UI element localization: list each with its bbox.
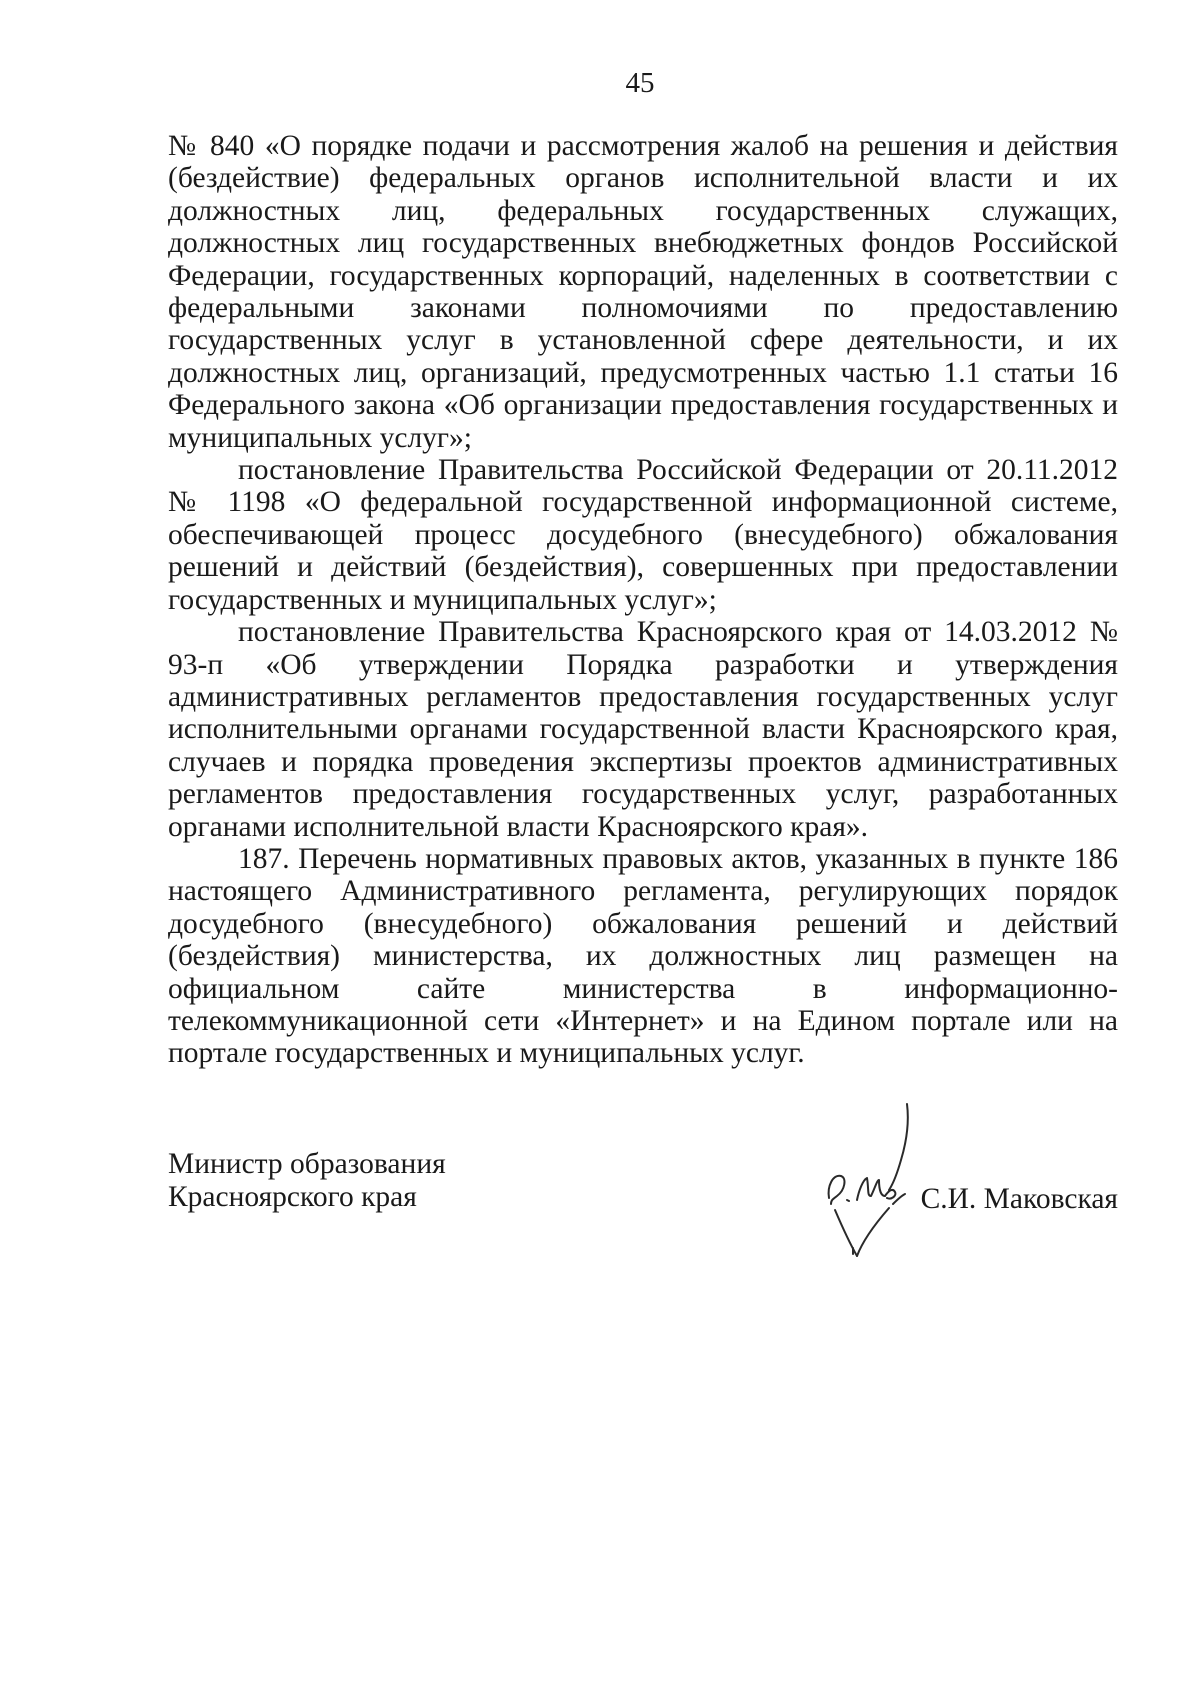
paragraph-decree-93p: постановление Правительства Красноярского края от 14.03.2012 № 93-п «Об утверждении Порядка разработки и утверждения административных регламентов предоставления государственных услуг исполнительными органами государственной власти Красноярского края, случаев и порядка проведения экспертизы проектов административных регламентов предоставления государственных услуг, разработанных органами исполнительной власти Красноярского края».: [168, 616, 1118, 843]
paragraph-decree-840: № 840 «О порядке подачи и рассмотрения жалоб на решения и действия (бездействие) федеральных органов исполнительной власти и их должностных лиц, федеральных государственных служащих, должностных лиц государственных внебюджетных фондов Российской Федерации, государственных корпораций, наделенных в соответствии с федеральными законами полномочиями по предоставлению государственных услуг в установленной сфере деятельности, и их должностных лиц, организаций, предусмотренных частью 1.1 статьи 16 Федерального закона «Об организации предоставления государственных и муниципальных услуг»;: [168, 130, 1118, 454]
handwritten-signature-icon: [823, 1100, 943, 1260]
document-body: [168, 130, 1118, 1070]
signatory-name: С.И. Маковская: [920, 1183, 1118, 1215]
signatory-title-line2: Красноярского края: [168, 1181, 417, 1213]
page-number: 45: [625, 67, 655, 99]
signature-block: [168, 1148, 1118, 1288]
signatory-title: [168, 1148, 446, 1214]
paragraph-item-187: 187. Перечень нормативных правовых актов, указанных в пункте 186 настоящего Административного регламента, регулирующих порядок досудебного (внесудебного) обжалования решений и действий (бездействия) министерства, их должностных лиц размещен на официальном сайте министерства в информационно-телекоммуникационной сети «Интернет» и на Едином портале или на портале государственных и муниципальных услуг.: [168, 842, 1118, 1070]
paragraph-decree-1198: постановление Правительства Российской Федерации от 20.11.2012 № 1198 «О федеральной государственной информационной системе, обеспечивающей процесс досудебного (внесудебного) обжалования решений и действий (бездействия), совершенных при предоставлении государственных и муниципальных услуг»;: [168, 454, 1118, 616]
signatory-title-line1: Министр образования: [168, 1148, 446, 1180]
